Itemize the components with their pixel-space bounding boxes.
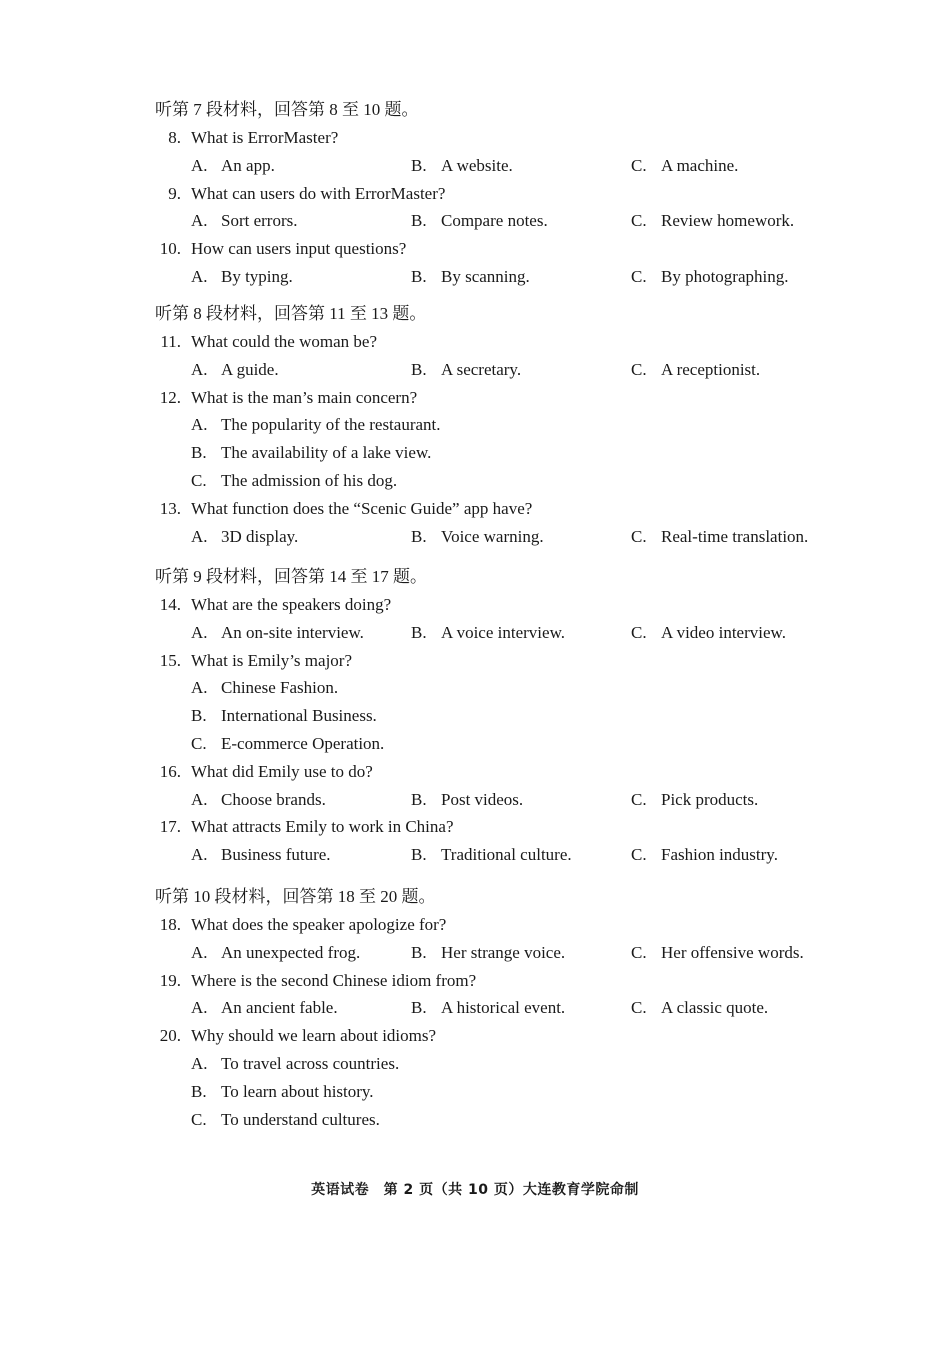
options-row (155, 619, 855, 647)
question-number: 17. (159, 817, 181, 837)
options-row (155, 523, 855, 551)
option-a: A. An ancient fable. (191, 998, 338, 1018)
option-a: A. Chinese Fashion. (191, 678, 339, 698)
question-number: 12. (159, 387, 181, 407)
question-number: 15. (159, 650, 181, 670)
question-text: What can users do with ErrorMaster? (191, 183, 446, 203)
options-row (155, 356, 855, 384)
option-row-b (155, 1078, 855, 1106)
question-number: 10. (159, 239, 181, 259)
option-c: C. Real-time translation. (631, 526, 809, 546)
question-text: Why should we learn about idioms? (191, 1026, 437, 1046)
option-a: A. Choose brands. (191, 789, 326, 809)
question-row (155, 124, 855, 152)
option-c: C. Fashion industry. (631, 845, 778, 865)
options-row (155, 207, 855, 235)
option-row-a (155, 674, 855, 702)
option-b: B. Voice warning. (411, 526, 544, 546)
section-10 (155, 883, 855, 1133)
question-number: 14. (159, 595, 181, 614)
option-b: B. Compare notes. (411, 211, 548, 231)
section-heading: 听第 8 段材料，回答第 11 至 13 题。 (155, 304, 427, 323)
question-text: How can users input questions? (191, 239, 407, 259)
option-c: C. To understand cultures. (191, 1109, 380, 1129)
question-text: What is Emily’s major? (191, 650, 352, 670)
question-number: 18. (159, 915, 181, 934)
option-b: B. By scanning. (411, 266, 530, 286)
section-9 (155, 563, 855, 869)
option-row-c (155, 467, 855, 495)
question-row (155, 813, 855, 841)
option-c: C. A receptionist. (631, 359, 761, 379)
option-c: C. Pick products. (631, 789, 759, 809)
options-row (155, 786, 855, 814)
question-number: 16. (159, 761, 181, 781)
question-row (155, 328, 855, 356)
option-a: A. 3D display. (191, 526, 299, 546)
option-row-b (155, 702, 855, 730)
option-a: A. Sort errors. (191, 211, 298, 231)
option-a: A. An on-site interview. (191, 622, 364, 642)
option-b: B. International Business. (191, 706, 377, 726)
option-b: B. Traditional culture. (411, 845, 572, 865)
option-a: A. Business future. (191, 845, 331, 865)
option-row-c (155, 1106, 855, 1134)
question-text: What is ErrorMaster? (191, 128, 339, 147)
option-c: C. A machine. (631, 155, 739, 175)
option-a: A. A guide. (191, 359, 279, 379)
question-row (155, 1022, 855, 1050)
question-row (155, 180, 855, 208)
question-text: What function does the “Scenic Guide” app have? (191, 498, 533, 518)
question-number: 19. (159, 970, 181, 990)
question-text: What does the speaker apologize for? (191, 915, 447, 934)
options-row (155, 263, 855, 291)
section-heading: 听第 7 段材料，回答第 8 至 10 题。 (155, 100, 419, 119)
question-row (155, 911, 855, 939)
option-c: C. Review homework. (631, 211, 795, 231)
question-text: What are the speakers doing? (191, 595, 392, 614)
option-b: B. A voice interview. (411, 622, 565, 642)
question-text: Where is the second Chinese idiom from? (191, 970, 477, 990)
options-row (155, 994, 855, 1022)
page-footer: 英语试卷 第 2 页（共 10 页）大连教育学院命制 (311, 1182, 639, 1198)
option-c: C. The admission of his dog. (191, 470, 398, 490)
question-row (155, 758, 855, 786)
option-row-a (155, 1050, 855, 1078)
option-c: C. E-commerce Operation. (191, 733, 385, 753)
question-row (155, 647, 855, 675)
question-number: 11. (160, 332, 181, 351)
option-b: B. Post videos. (411, 789, 524, 809)
options-row (155, 841, 855, 869)
options-row (155, 152, 855, 180)
option-b: B. To learn about history. (191, 1081, 374, 1101)
option-c: C. A classic quote. (631, 998, 769, 1018)
option-b: B. The availability of a lake view. (191, 443, 432, 463)
question-row (155, 495, 855, 523)
question-row (155, 384, 855, 412)
question-row (155, 591, 855, 619)
option-c: C. Her offensive words. (631, 942, 804, 962)
option-b: B. A historical event. (411, 998, 566, 1018)
section-heading: 听第 9 段材料，回答第 14 至 17 题。 (155, 567, 427, 586)
section-8 (155, 300, 855, 550)
question-text: What attracts Emily to work in China? (191, 817, 454, 837)
question-text: What is the man’s main concern? (191, 387, 418, 407)
option-row-b (155, 439, 855, 467)
question-row (155, 967, 855, 995)
option-row-c (155, 730, 855, 758)
question-number: 8. (168, 128, 181, 147)
question-number: 13. (159, 498, 181, 518)
section-7 (155, 96, 855, 291)
section-heading: 听第 10 段材料，回答第 18 至 20 题。 (155, 887, 436, 906)
option-b: B. A website. (411, 155, 513, 175)
option-a: A. An unexpected frog. (191, 942, 361, 962)
question-row (155, 235, 855, 263)
option-b: B. Her strange voice. (411, 942, 566, 962)
option-row-a (155, 411, 855, 439)
question-text: What did Emily use to do? (191, 761, 373, 781)
options-row (155, 939, 855, 967)
option-a: A. The popularity of the restaurant. (191, 415, 441, 435)
question-text: What could the woman be? (191, 332, 377, 351)
option-c: C. A video interview. (631, 622, 786, 642)
option-a: A. An app. (191, 155, 275, 175)
option-a: A. To travel across countries. (191, 1053, 400, 1073)
option-a: A. By typing. (191, 266, 293, 286)
question-number: 9. (168, 183, 181, 203)
question-number: 20. (159, 1026, 181, 1046)
option-c: C. By photographing. (631, 266, 789, 286)
option-b: B. A secretary. (411, 359, 522, 379)
